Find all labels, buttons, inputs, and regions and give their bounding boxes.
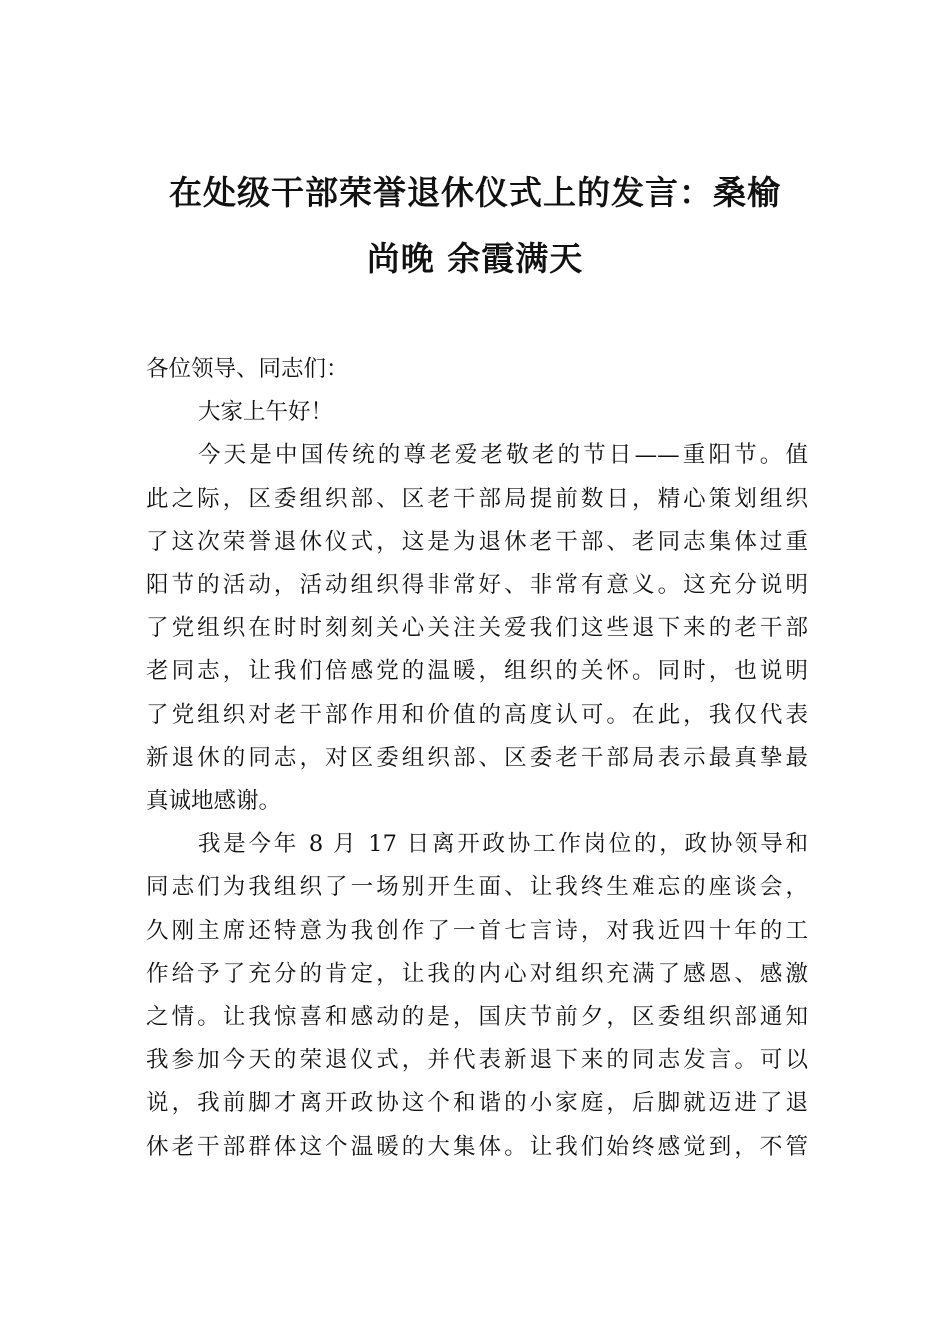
document-title — [140, 160, 810, 292]
greeting: 大家上午好！ — [198, 399, 334, 426]
paragraph-line: 新退休的同志，对区委组织部、区委老干部局表示最真挚最 — [146, 744, 808, 771]
paragraph-line: 老同志，让我们倍感党的温暖，组织的关怀。同时，也说明 — [146, 658, 808, 685]
paragraph-line: 说，我前脚才离开政协这个和谐的小家庭，后脚就迈进了退 — [146, 1090, 808, 1117]
paragraph-line: 休老干部群体这个温暖的大集体。让我们始终感觉到，不管 — [146, 1133, 808, 1160]
paragraph-line: 了党组织对老干部作用和价值的高度认可。在此，我仅代表 — [146, 701, 808, 728]
paragraph-line: 此之际，区委组织部、区老干部局提前数日，精心策划组织 — [146, 485, 808, 512]
paragraph-line: 阳节的活动，活动组织得非常好、非常有意义。这充分说明 — [146, 572, 808, 599]
paragraph-line: 久刚主席还特意为我创作了一首七言诗，对我近四十年的工 — [146, 917, 808, 944]
paragraph-line: 了党组织在时时刻刻关心关注关爱我们这些退下来的老干部 — [146, 615, 808, 642]
paragraph-line: 作给予了充分的肯定，让我的内心对组织充满了感恩、感激 — [146, 960, 808, 987]
document-body — [146, 348, 808, 1169]
paragraph-line: 今天是中国传统的尊老爱老敬老的节日——重阳节。值 — [198, 442, 808, 469]
paragraph-1 — [146, 434, 808, 823]
paragraph-line: 同志们为我组织了一场别开生面、让我终生难忘的座谈会， — [146, 874, 808, 901]
paragraph-line: 之情。让我惊喜和感动的是，国庆节前夕，区委组织部通知 — [146, 1004, 808, 1031]
paragraph-line: 真诚地感谢。 — [146, 788, 282, 815]
title-line-1: 在处级干部荣誉退休仪式上的发言：桑榆 — [169, 173, 781, 212]
paragraph-line: 了这次荣誉退休仪式，这是为退休老干部、老同志集体过重 — [146, 528, 808, 555]
paragraph-2 — [146, 823, 808, 1169]
title-line-2: 尚晚 余霞满天 — [366, 239, 584, 278]
paragraph-line: 我参加今天的荣退仪式，并代表新退下来的同志发言。可以 — [146, 1047, 808, 1074]
paragraph-line: 我是今年 8 月 17 日离开政协工作岗位的，政协领导和 — [198, 831, 808, 858]
salutation: 各位领导、同志们： — [146, 356, 349, 382]
